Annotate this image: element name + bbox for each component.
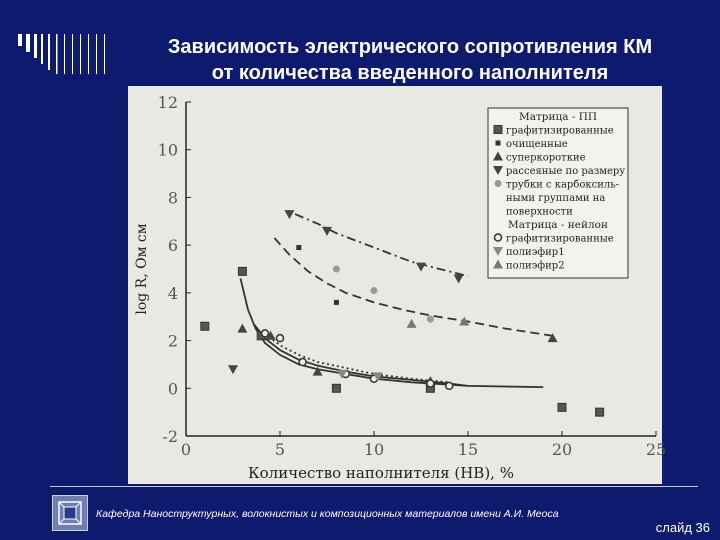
- x-tick-label: 20: [551, 440, 573, 459]
- data-point: [322, 227, 332, 236]
- trend-curve: [265, 333, 449, 382]
- footer-department: Кафедра Наноструктурных, волокнистых и композиционных материалов имени А.И. Меоса: [96, 508, 559, 520]
- data-point: [427, 316, 434, 323]
- x-tick-label: 0: [180, 440, 192, 459]
- y-tick-label: 0: [167, 379, 178, 399]
- data-point: [238, 267, 246, 275]
- legend-marker: [495, 180, 502, 187]
- legend-entry: очищенные: [506, 139, 568, 150]
- legend-entry: трубки с карбоксиль-: [506, 179, 620, 191]
- data-point: [371, 287, 378, 294]
- x-tick-label: 5: [274, 440, 286, 459]
- data-point: [407, 319, 417, 328]
- slide-title-line1: Зависимость электрического сопротивления КМ: [167, 36, 653, 58]
- data-point: [427, 380, 434, 387]
- data-point: [596, 408, 604, 416]
- legend-entry: поверхности: [506, 206, 573, 218]
- slide-title-line2: от количества введенного наполнителя: [211, 62, 609, 84]
- footer-divider: [50, 486, 698, 487]
- chart-image: [128, 86, 667, 484]
- slide-decoration-bars: [18, 34, 118, 74]
- x-tick-label: 15: [457, 440, 479, 459]
- data-point: [228, 365, 238, 374]
- y-axis-label: log R, Ом см: [134, 223, 150, 315]
- data-point: [296, 245, 301, 250]
- data-point: [334, 300, 339, 305]
- y-tick-label: 2: [167, 331, 178, 351]
- x-tick-label: 10: [363, 440, 385, 459]
- resistance-chart: [128, 86, 667, 484]
- data-point: [299, 359, 306, 366]
- legend-entry: графитизированные: [506, 233, 614, 245]
- legend-entry: ными группами на: [506, 193, 606, 204]
- y-tick-label: 10: [157, 140, 178, 160]
- legend-header: Матрица - нейлон: [508, 219, 608, 231]
- legend-entry: графитизированные: [506, 125, 614, 137]
- legend-marker: [496, 141, 501, 146]
- legend-entry: суперкороткие: [506, 152, 586, 164]
- legend-marker: [494, 126, 502, 134]
- department-logo-icon: [52, 495, 88, 531]
- data-point: [454, 275, 464, 284]
- x-tick-label: 25: [645, 440, 667, 459]
- data-point: [261, 330, 268, 337]
- legend-marker: [495, 234, 502, 241]
- data-point: [201, 322, 209, 330]
- data-point: [416, 263, 426, 272]
- legend-entry: рассеяные по размеру: [506, 166, 626, 177]
- trend-curve: [295, 214, 468, 276]
- y-tick-label: 4: [167, 283, 178, 303]
- data-point: [446, 382, 453, 389]
- slide-number: слайд 36: [655, 520, 710, 535]
- slide-title: [110, 34, 710, 86]
- y-tick-label: 6: [167, 236, 178, 256]
- y-tick-label: 12: [157, 93, 178, 112]
- legend-entry: полиэфир1: [506, 247, 565, 258]
- legend-entry: полиэфир2: [506, 260, 565, 272]
- trend-curve: [241, 279, 544, 388]
- data-point: [277, 335, 284, 342]
- data-point: [333, 266, 340, 273]
- data-point: [558, 403, 566, 411]
- y-tick-label: 8: [167, 188, 178, 208]
- data-point: [237, 324, 247, 333]
- data-point: [332, 384, 340, 392]
- y-tick-label: -2: [162, 427, 178, 446]
- x-axis-label: Количество наполнителя (НВ), %: [248, 464, 514, 482]
- data-point: [284, 210, 294, 219]
- legend-header: Матрица - ПП: [518, 111, 598, 123]
